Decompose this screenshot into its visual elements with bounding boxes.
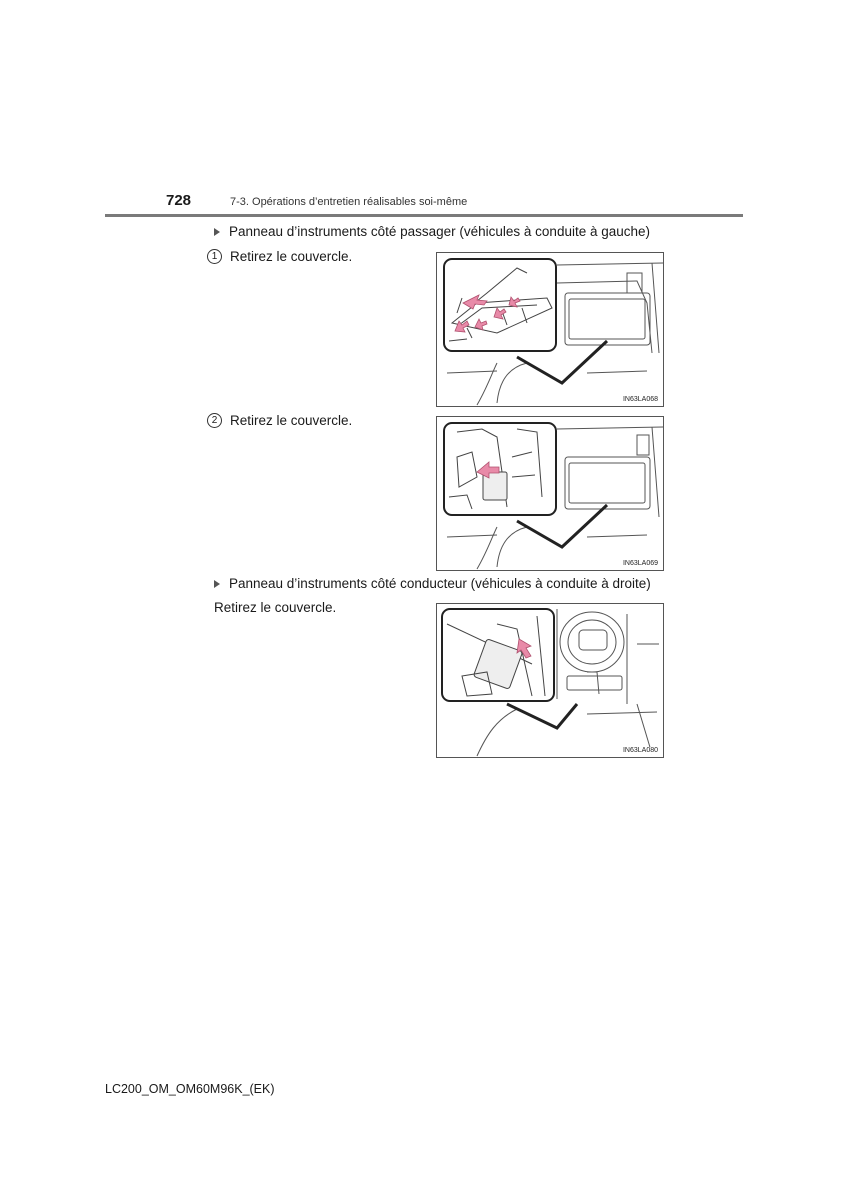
header-rule [105, 214, 743, 217]
figure-code: IN63LA080 [622, 747, 658, 754]
driver-instruction [214, 600, 336, 615]
section-heading-driver [214, 576, 651, 591]
bullet-triangle-icon [214, 580, 220, 588]
step-number: 1 [207, 249, 222, 264]
illustration-driver-dashboard [437, 604, 663, 757]
step-text: Retirez le couvercle. [214, 600, 337, 615]
step-2 [207, 413, 352, 428]
figure-driver-cover [436, 603, 664, 758]
section-heading-passenger [214, 224, 650, 239]
step-1 [207, 249, 352, 264]
step-text: Retirez le couvercle. [230, 413, 353, 428]
page-number: 728 [166, 192, 192, 209]
document-id: LC200_OM_OM60M96K_(EK) [105, 1082, 275, 1096]
section-title: 7-3. Opérations d’entretien réalisables soi-même [230, 196, 468, 208]
figure-passenger-cover-2 [436, 416, 664, 571]
step-number: 2 [207, 413, 222, 428]
illustration-dashboard-fusebox [437, 417, 663, 570]
step-text: Retirez le couvercle. [230, 249, 353, 264]
section-heading-text: Panneau d’instruments côté passager (véhicules à conduite à gauche) [229, 224, 651, 239]
section-heading-text: Panneau d’instruments côté conducteur (véhicules à conduite à droite) [229, 576, 651, 591]
illustration-dashboard-passenger [437, 253, 663, 406]
figure-passenger-cover-1 [436, 252, 664, 407]
figure-code: IN63LA068 [622, 396, 658, 403]
bullet-triangle-icon [214, 228, 220, 236]
figure-code: IN63LA069 [622, 560, 658, 567]
